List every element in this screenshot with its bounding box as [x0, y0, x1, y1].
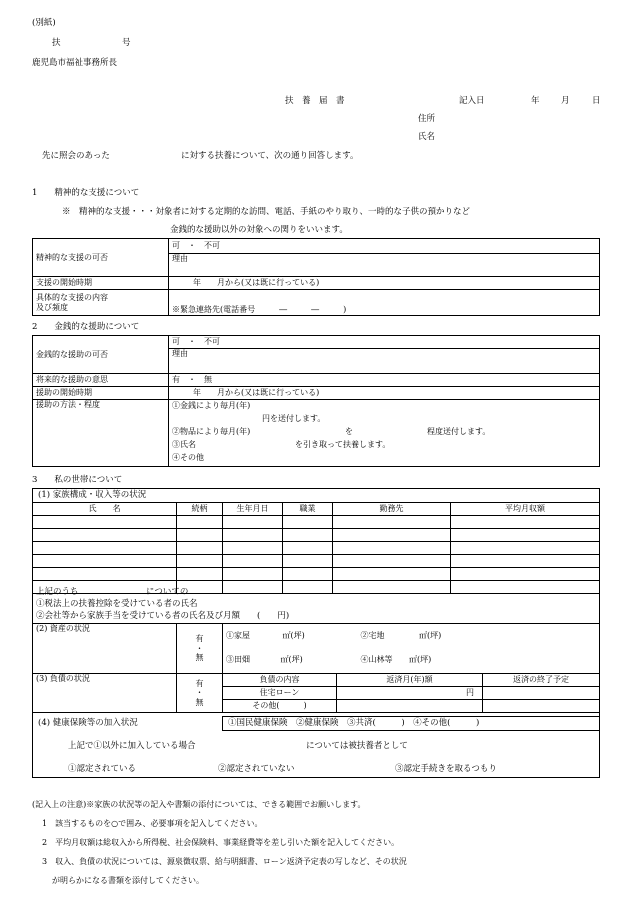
- method-goods[interactable]: ②物品により毎月(年): [172, 427, 251, 436]
- intro-text-a: 先に照会のあった: [42, 151, 110, 161]
- table-row[interactable]: [33, 542, 600, 555]
- method-goods-wo: を: [345, 427, 353, 436]
- form-title: 扶 養 届 書: [285, 96, 345, 106]
- section1-note-1: ※ 精神的な支援・・・対象者に対する定期的な訪問、電話、手紙のやり取り、一時的な子供の預かりなど: [62, 207, 471, 217]
- table-row[interactable]: [33, 516, 600, 529]
- asset-field: ③田畑: [226, 655, 250, 665]
- debt-housing-end[interactable]: [483, 687, 600, 700]
- asset-forest: ④山林等: [360, 655, 393, 665]
- future-aid-label: 将来的な援助の意思: [33, 374, 169, 387]
- day-label: 日: [592, 96, 601, 106]
- col-birthdate: 生年月日: [223, 503, 283, 516]
- support-start-value[interactable]: 年 月から(又は既に行っている): [169, 277, 600, 290]
- section1-heading: 1 精神的な支援について: [32, 188, 140, 198]
- section1-table: [32, 238, 600, 316]
- asset-land: ②宅地: [360, 630, 385, 640]
- table-row[interactable]: [33, 529, 600, 542]
- debt-other[interactable]: その他( ): [223, 700, 337, 713]
- section2-table: [32, 335, 600, 467]
- insurance-subheading: (4) 健康保険等の加入状況: [38, 718, 138, 728]
- debt-nashi[interactable]: 無: [195, 697, 204, 707]
- above-text-2: についての: [146, 587, 189, 597]
- name-label: 氏名: [418, 132, 436, 142]
- method-other[interactable]: ④その他: [172, 453, 204, 462]
- appendix-label: (別紙): [32, 18, 56, 28]
- debt-other-end[interactable]: [483, 700, 600, 713]
- table-row[interactable]: [33, 555, 600, 568]
- aid-method-label: 援助の方法・程度: [33, 400, 169, 467]
- future-aid-value[interactable]: 有 ・ 無: [169, 374, 600, 387]
- section1-note-2: 金銭的な援助以外の対象への関りをいいます。: [170, 225, 348, 235]
- assets-nashi[interactable]: 無: [195, 653, 204, 663]
- col-workplace: 勤務先: [333, 503, 451, 516]
- method-takein-suffix: を引き取って扶養します。: [295, 440, 391, 449]
- asset-forest-unit: ㎡(坪): [409, 655, 432, 665]
- financial-aid-yesno[interactable]: 可 ・ 不可: [169, 336, 600, 349]
- debt-dot: ・: [195, 688, 204, 698]
- method-takein[interactable]: ③氏名: [172, 440, 196, 449]
- support-start-label: 支援の開始時期: [33, 277, 169, 290]
- year-label: 年: [531, 96, 540, 106]
- address-label: 住所: [418, 114, 436, 124]
- assets-ari[interactable]: 有: [195, 634, 204, 644]
- support-content-label-1: 具体的な支援の内容: [36, 293, 108, 303]
- debt-table: [32, 673, 600, 713]
- tax-dependent-question: ①税法上の扶養控除を受けている者の氏名: [36, 599, 198, 609]
- debt-col-content: 負債の内容: [223, 674, 337, 687]
- fu-label: 扶: [52, 38, 61, 48]
- assets-subheading: (2) 資産の状況: [33, 624, 177, 674]
- method-cash-suffix: 円を送付します。: [262, 414, 326, 423]
- entry-date-label: 記入日: [459, 96, 485, 106]
- family-allowance-question: ②会社等から家族手当を受けている者の氏名及び月額 ( 円): [36, 611, 290, 621]
- support-content-label-2: 及び頻度: [36, 302, 68, 312]
- debt-other-amount[interactable]: [337, 700, 483, 713]
- notes-heading: (記入上の注意)※家族の状況等の記入や書類の添付については、できる範囲でお願いします。: [32, 800, 366, 809]
- aid-start-label: 援助の開始時期: [33, 387, 169, 400]
- financial-aid-label: 金銭的な援助の可否: [33, 336, 169, 374]
- note-1: 1 該当するものを○で囲み、必要事項を記入してください。: [42, 819, 263, 828]
- above-text-1: 上記のうち: [36, 587, 79, 597]
- family-subheading: (1) 家族構成・収入等の状況: [38, 490, 147, 500]
- aid-start-value[interactable]: 年 月から(又は既に行っている): [169, 387, 600, 400]
- intro-text-b: に対する扶養について、次の通り回答します。: [181, 151, 359, 161]
- family-table: [32, 502, 600, 594]
- debt-col-end: 返済の終了予定: [483, 674, 600, 687]
- financial-aid-reason[interactable]: 理由: [169, 349, 600, 374]
- debt-ari[interactable]: 有: [195, 678, 204, 688]
- col-name: 氏 名: [33, 503, 177, 516]
- go-label: 号: [122, 38, 131, 48]
- asset-field-unit: ㎡(坪): [280, 655, 303, 665]
- note-3: 3 収入、負債の状況については、源泉徴収票、給与明細書、ローン返済予定表の写しなど、その状況: [42, 857, 407, 866]
- method-goods-suffix: 程度送付します。: [427, 427, 491, 436]
- aid-method-options: [169, 400, 599, 466]
- col-relation: 続柄: [177, 503, 223, 516]
- option-applying[interactable]: ③認定手続きを取るつもり: [395, 764, 497, 774]
- insurance-other-text: 上記で①以外に加入している場合: [68, 741, 196, 751]
- option-recognized[interactable]: ①認定されている: [68, 764, 137, 774]
- col-income: 平均月収額: [451, 503, 600, 516]
- office-name: 鹿児島市福祉事務所長: [32, 58, 118, 68]
- assets-dot: ・: [195, 643, 204, 653]
- asset-land-unit: ㎡(坪): [419, 630, 442, 640]
- emergency-contact-field[interactable]: ※緊急連絡先(電話番号 ― ― ): [169, 290, 600, 316]
- spiritual-support-yesno[interactable]: 可 ・ 不可: [169, 239, 600, 254]
- asset-house-unit: ㎡(坪): [282, 630, 305, 640]
- debt-subheading: (3) 負債の状況: [33, 674, 177, 713]
- assets-table: [32, 623, 600, 674]
- method-cash[interactable]: ①金銭により毎月(年): [172, 401, 251, 410]
- table-row[interactable]: [33, 568, 600, 581]
- note-2: 2 平均月収額は総収入から所得税、社会保険料、事業経費等を差し引いた額を記入してください。: [42, 838, 400, 847]
- insurance-options[interactable]: ①国民健康保険 ②健康保険 ③共済( ) ④その他( ): [228, 718, 480, 728]
- debt-housing-loan: 住宅ローン: [223, 687, 337, 700]
- section3-heading: 3 私の世帯について: [32, 475, 123, 485]
- asset-house: ①家屋: [226, 630, 250, 640]
- option-not-recognized[interactable]: ②認定されていない: [218, 764, 295, 774]
- spiritual-support-label: 精神的な支援の可否: [33, 239, 169, 277]
- spiritual-support-reason[interactable]: 理由: [169, 254, 600, 277]
- debt-housing-yen[interactable]: 円: [337, 687, 483, 700]
- note-3-continued: が明らかになる書類を添付してください。: [52, 876, 204, 885]
- table-row[interactable]: [33, 581, 600, 594]
- dependent-text: については被扶養者として: [306, 741, 408, 751]
- debt-col-amount: 返済月(年)額: [337, 674, 483, 687]
- month-label: 月: [561, 96, 570, 106]
- col-occupation: 職業: [283, 503, 333, 516]
- section2-heading: 2 金銭的な援助について: [32, 322, 140, 332]
